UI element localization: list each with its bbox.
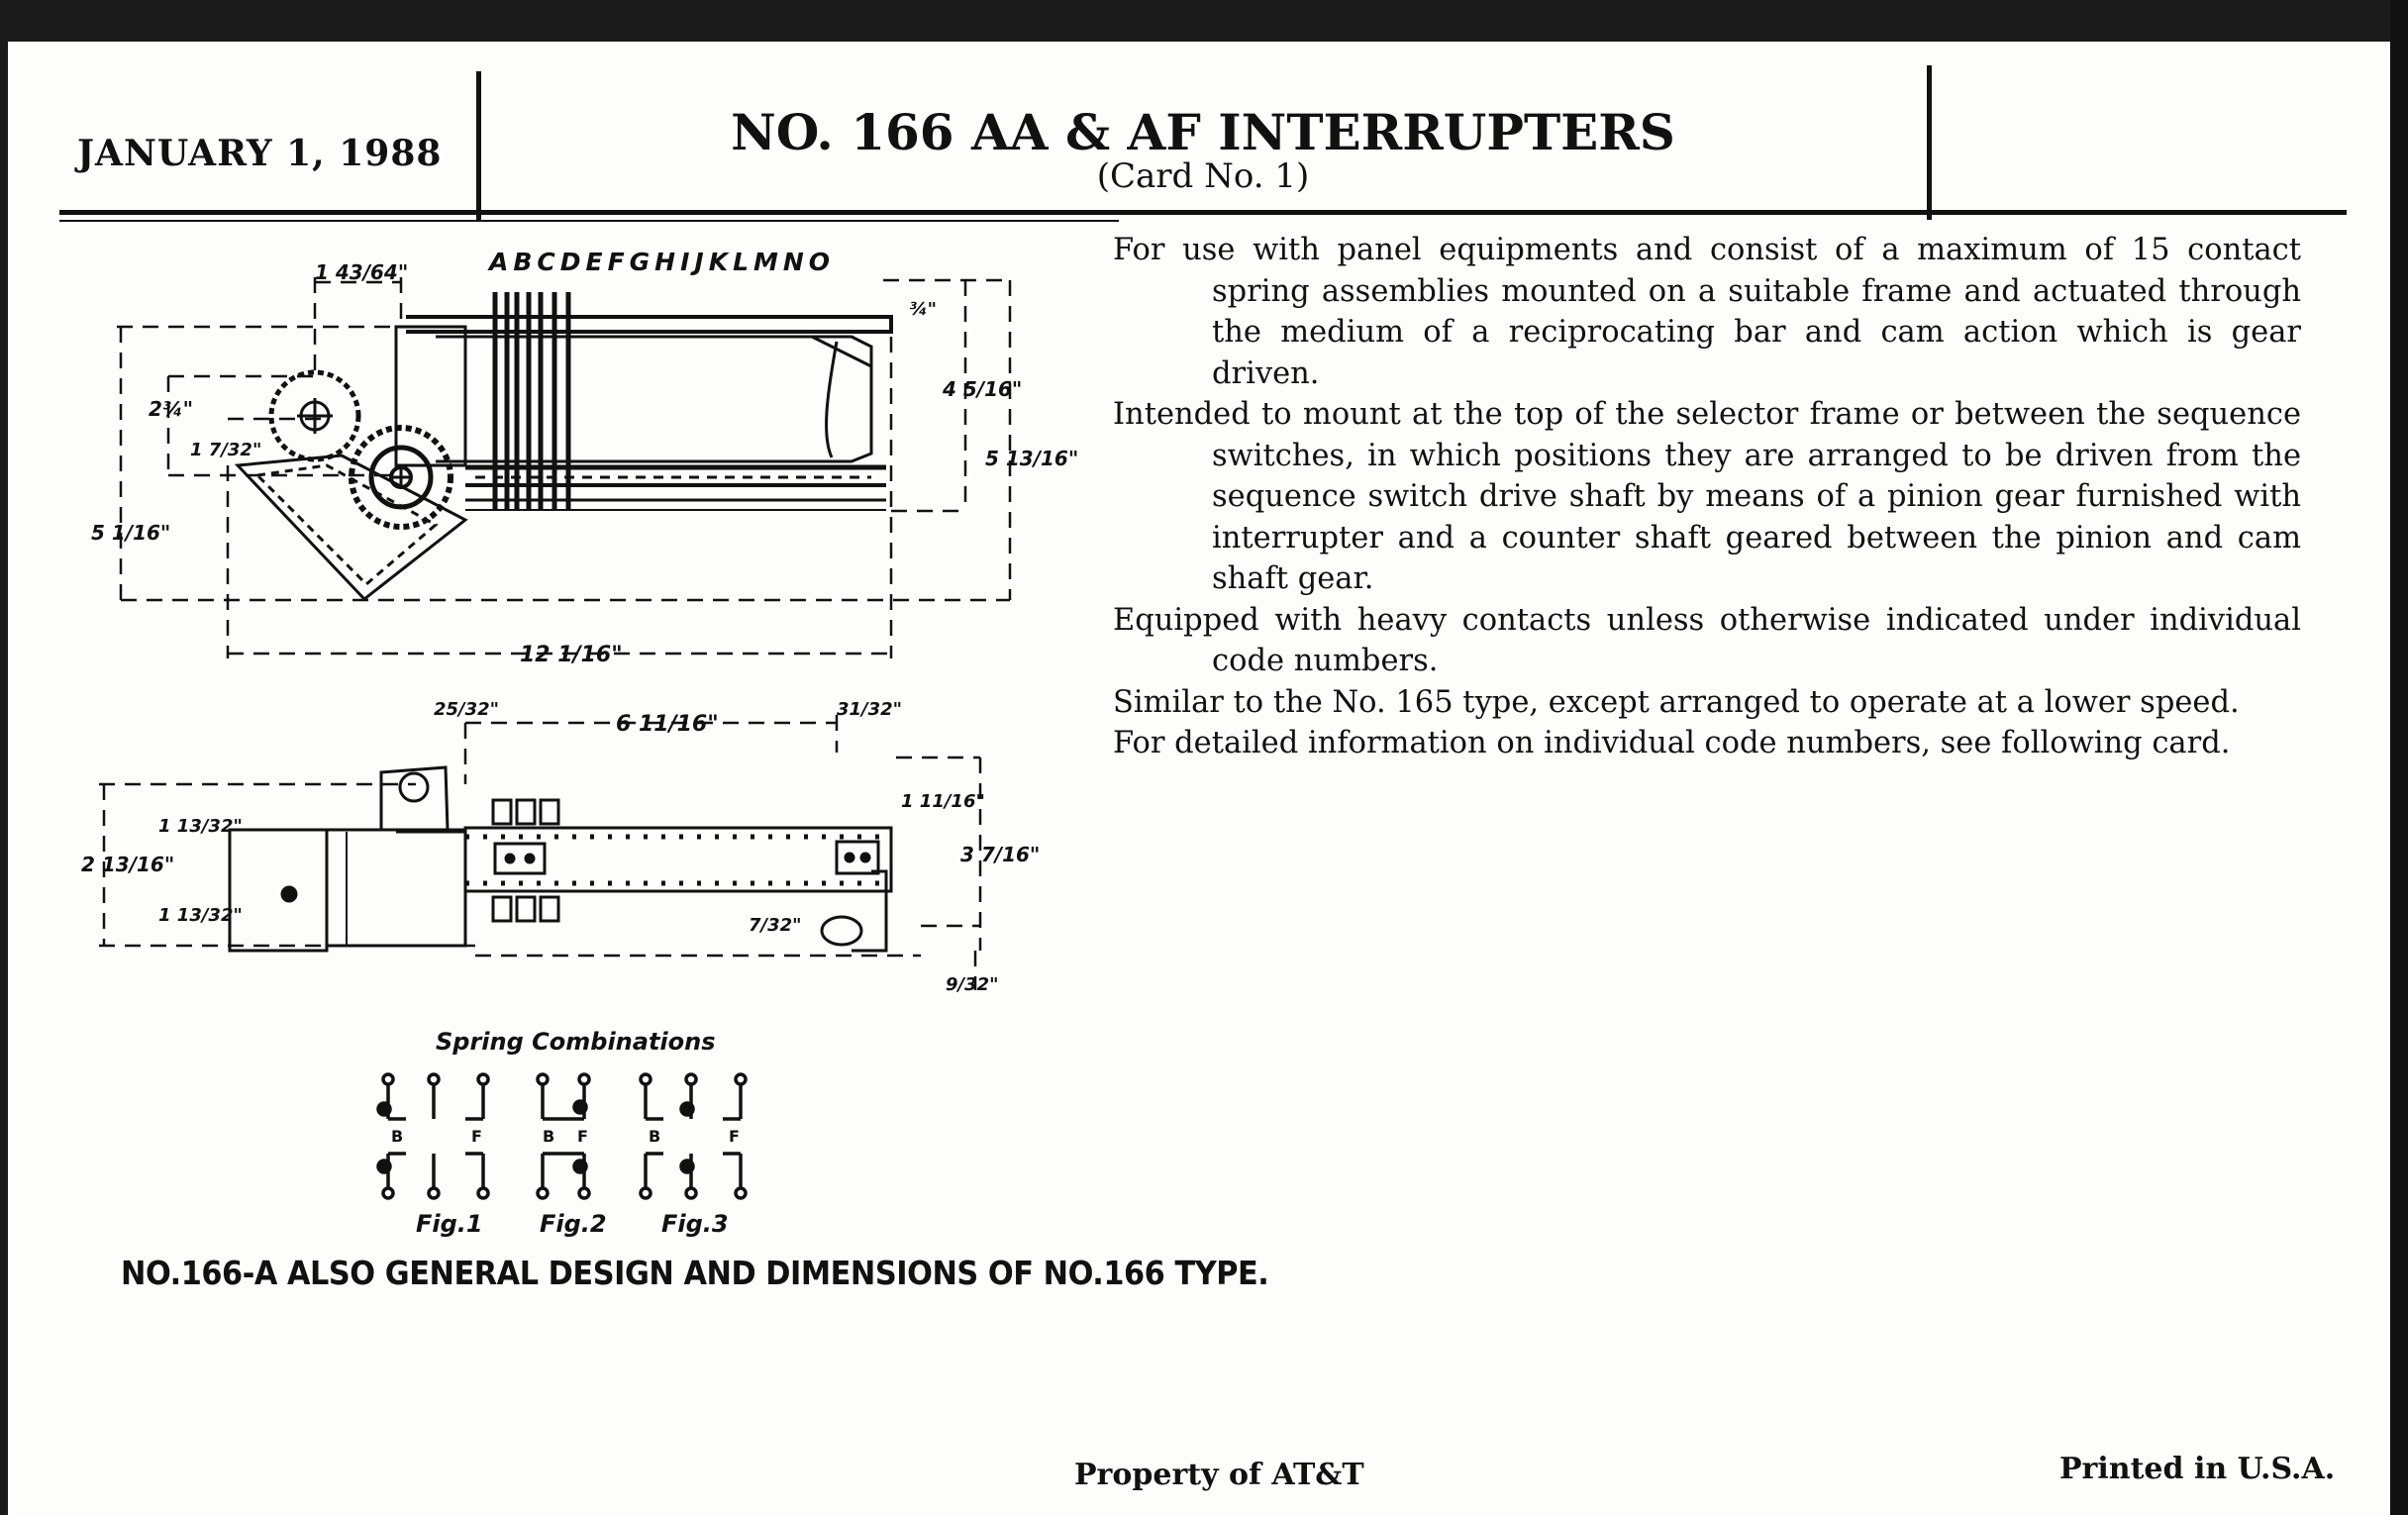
svg-text:F: F [729,1127,740,1146]
dim-label: 1 13/32" [158,905,243,926]
description-paragraph: Intended to mount at the top of the selector frame or between the sequence switches, in which positions they are arranged to be driven from the sequence switch drive shaft by means of a pinion gear furnished with interrupter and a counter shaft geared between the pinion and cam shaft gear. [1113,397,2301,596]
footer-printed: Printed in U.S.A. [2059,1452,2336,1486]
dim-label: 25/32" [434,699,500,720]
drawing-caption: NO.166-A ALSO GENERAL DESIGN AND DIMENSIONS OF NO.166 TYPE. [121,1254,1269,1292]
card-subtitle: (Card No. 1) [1096,156,1310,196]
dim-label: 2¾" [149,397,194,421]
description-paragraph: For use with panel equipments and consist of a maximum of 15 contact spring assemblies mounted on a suitable frame and actuated through the medium of a reciprocating bar and cam action which is gear driven. [1113,233,2301,391]
fig-2-label: Fig.2 [540,1210,607,1238]
dim-label: 9/32" [946,974,999,995]
top-view-drawing [81,699,1040,995]
description-paragraph: Similar to the No. 165 type, except arranged to operate at a lower speed. [1113,684,2240,720]
dim-label: 1 11/16" [901,791,985,812]
spring-combinations-title: Spring Combinations [436,1028,716,1056]
side-view-drawing [91,260,1078,667]
card-title: NO. 166 AA & AF INTERRUPTERS [731,103,1675,161]
dim-label: 4 5/16" [943,377,1023,401]
svg-text:F: F [471,1127,482,1146]
dim-label: 12 1/16" [520,643,623,667]
footer-property: Property of AT&T [1074,1458,1364,1492]
dim-label: 1 43/64" [315,260,409,284]
svg-text:B: B [649,1127,661,1146]
svg-text:B: B [391,1127,404,1146]
fig-3-label: Fig.3 [661,1210,729,1238]
dim-label: ¾" [909,299,938,320]
card-date: JANUARY 1, 1988 [77,133,443,174]
dim-label: 1 7/32" [190,440,262,460]
spring-combinations-diagram [378,1074,746,1198]
svg-text:B: B [543,1127,555,1146]
svg-text:F: F [577,1127,588,1146]
dim-label: 3 7/16" [960,843,1041,866]
dim-label: 5 1/16" [91,521,171,545]
spring-letters: ABCDEFGHIJKLMNO [489,248,836,276]
dim-label: 6 11/16" [616,712,719,737]
dim-label: 7/32" [749,915,802,936]
fig-1-label: Fig.1 [416,1210,483,1238]
dim-label: 5 13/16" [985,447,1079,470]
dim-label: 1 13/32" [158,816,243,837]
description-paragraph: For detailed information on individual code numbers, see following card. [1113,726,2231,760]
dim-label: 2 13/16" [81,853,175,876]
dim-label: 31/32" [837,699,903,720]
description-paragraph: Equipped with heavy contacts unless otherwise indicated under individual code numbers. [1113,602,2301,678]
